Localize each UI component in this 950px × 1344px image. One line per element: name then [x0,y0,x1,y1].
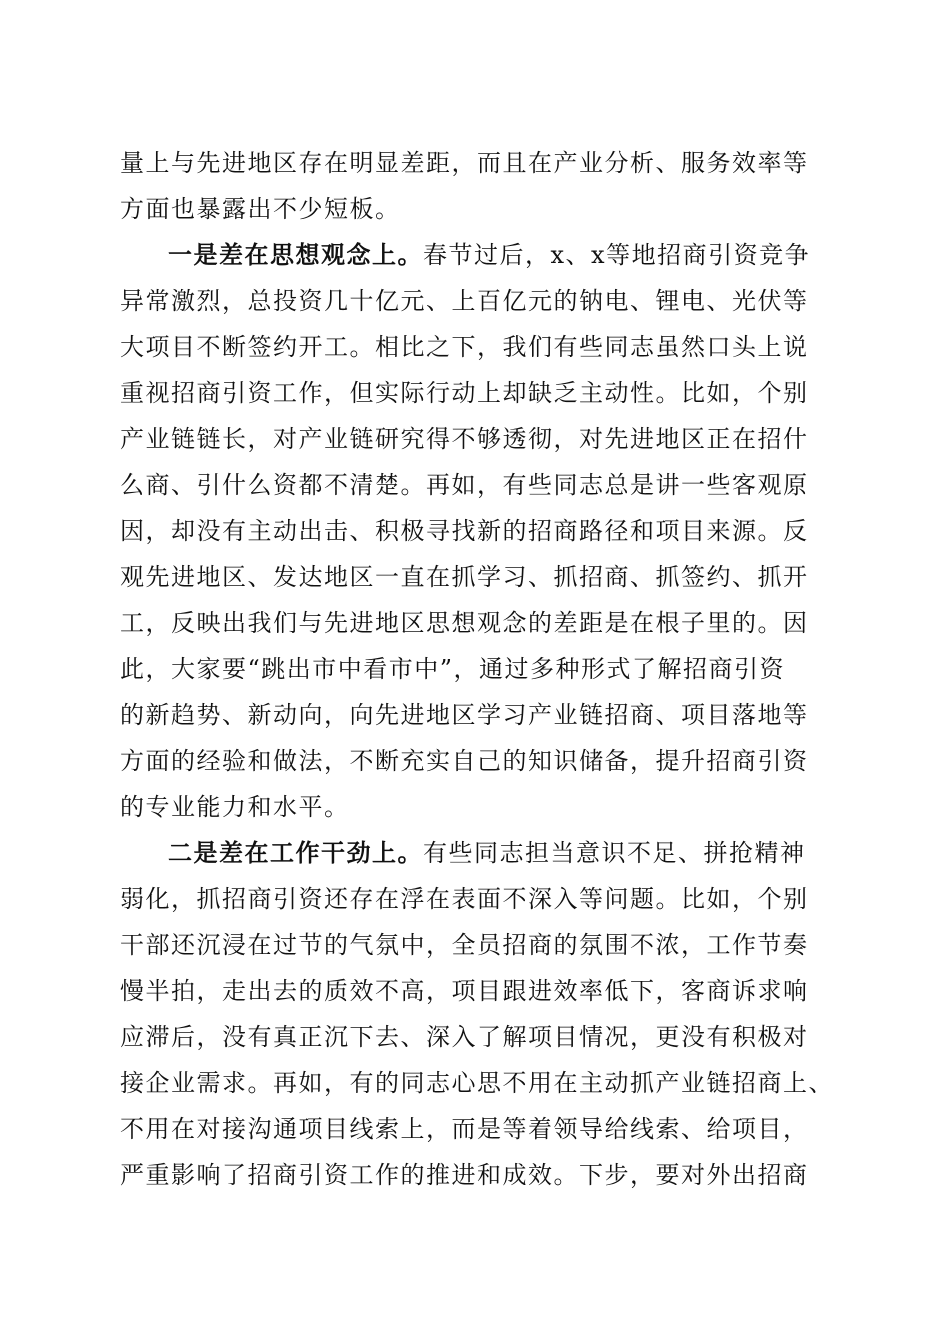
paragraph-line: 大项目不断签约开工。相比之下，我们有些同志虽然口头上说 [120,333,809,361]
paragraph-line: 重视招商引资工作，但实际行动上却缺乏主动性。比如，个别 [120,379,809,407]
paragraph-line: 干部还沉浸在过节的气氛中，全员招商的氛围不浓，工作节奏 [120,931,809,959]
paragraph-line: 应滞后，没有真正沉下去、深入了解项目情况，更没有积极对 [120,1023,809,1051]
paragraph-line: 工，反映出我们与先进地区思想观念的差距是在根子里的。因 [120,609,809,637]
paragraph-line: 产业链链长，对产业链研究得不够透彻，对先进地区正在招什 [120,425,809,453]
paragraph-line: 量上与先进地区存在明显差距，而且在产业分析、服务效率等 [120,149,809,177]
paragraph-line: 严重影响了招商引资工作的推进和成效。下步，要对外出招商 [120,1161,809,1189]
paragraph-line: 此，大家要“跳出市中看市中”，通过多种形式了解招商引资 [120,655,786,683]
paragraph-text: 春节过后，x、x等地招商引资竞争 [423,241,811,269]
paragraph-first-line [168,836,860,870]
paragraph-line: 接企业需求。再如，有的同志心思不用在主动抓产业链招商上、 [120,1069,834,1097]
section-heading: 一是差在思想观念上。 [168,240,423,269]
paragraph-line: 方面也暴露出不少短板。 [120,195,401,223]
paragraph-first-line [168,238,860,272]
paragraph-line: 的专业能力和水平。 [120,793,350,821]
section-heading: 二是差在工作干劲上。 [168,838,423,867]
paragraph-line: 慢半拍，走出去的质效不高，项目跟进效率低下，客商诉求响 [120,977,809,1005]
paragraph-line: 的新趋势、新动向，向先进地区学习产业链招商、项目落地等 [120,701,809,729]
paragraph-line: 异常激烈，总投资几十亿元、上百亿元的钠电、锂电、光伏等 [120,287,809,315]
paragraph-line: 方面的经验和做法，不断充实自己的知识储备，提升招商引资 [120,747,809,775]
paragraph-line: 因，却没有主动出击、积极寻找新的招商路径和项目来源。反 [120,517,809,545]
paragraph-line: 不用在对接沟通项目线索上，而是等着领导给线索、给项目， [120,1115,809,1143]
paragraph-line: 弱化，抓招商引资还存在浮在表面不深入等问题。比如，个别 [120,885,809,913]
paragraph-line: 观先进地区、发达地区一直在抓学习、抓招商、抓签约、抓开 [120,563,809,591]
paragraph-text: 有些同志担当意识不足、拼抢精神 [423,839,806,867]
paragraph-line: 么商、引什么资都不清楚。再如，有些同志总是讲一些客观原 [120,471,809,499]
